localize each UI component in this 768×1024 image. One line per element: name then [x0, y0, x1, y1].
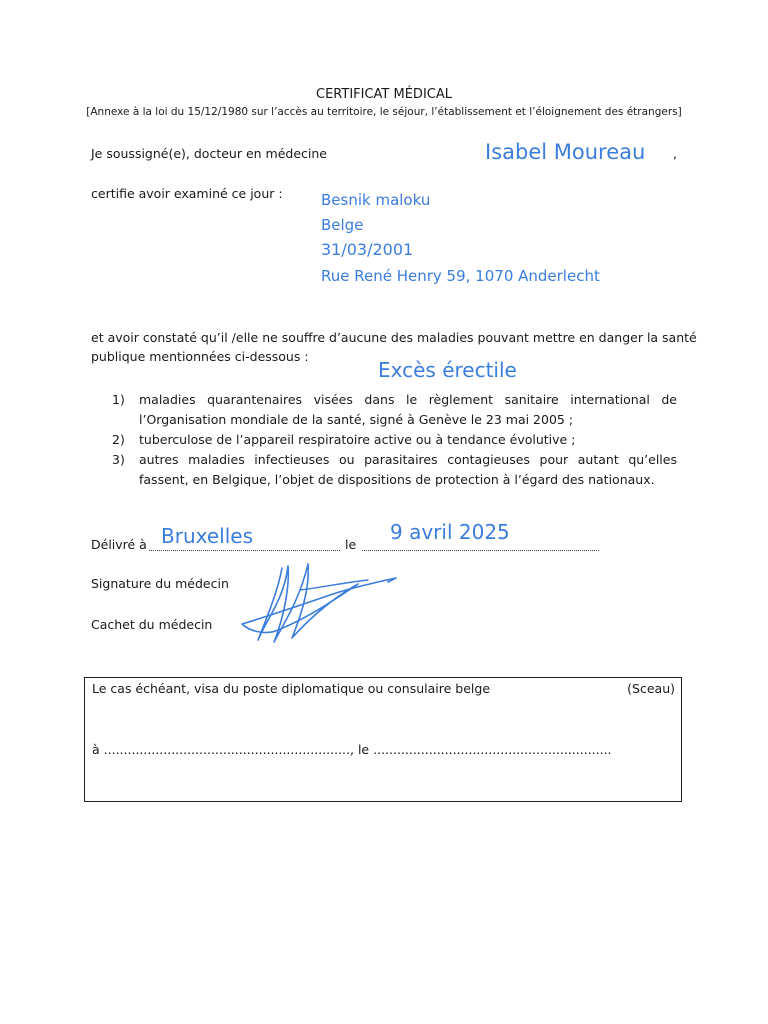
stamp-label: Cachet du médecin — [91, 617, 213, 632]
list-item — [112, 390, 677, 430]
visa-place-dots: .............................................................. — [103, 742, 351, 757]
statement-line-1: et avoir constaté qu’il /elle ne souffre d’aucune des maladies pouvant mettre en danger la santé — [91, 330, 697, 345]
delivery-date-handwritten: 9 avril 2025 — [390, 520, 510, 544]
list-item-text: maladies quarantenaires visées dans le règlement sanitaire international de l’Organisation mondiale de la santé, signé à Genève le 23 mai 2005 ; — [139, 392, 677, 427]
list-item-text: tuberculose de l’appareil respiratoire active ou à tendance évolutive ; — [139, 432, 576, 447]
doctor-name-handwritten: Isabel Moureau — [485, 140, 646, 164]
list-item-number: 2) — [112, 432, 125, 447]
list-item — [112, 450, 677, 490]
doctor-comma: , — [673, 146, 677, 161]
visa-place-label: à — [92, 742, 100, 757]
visa-label: Le cas échéant, visa du poste diplomatique ou consulaire belge — [92, 681, 491, 696]
patient-nationality-handwritten: Belge — [321, 216, 364, 234]
seal-label: (Sceau) — [627, 681, 675, 696]
consular-visa-box — [84, 677, 682, 802]
delivered-label: Délivré à — [91, 537, 147, 552]
delivery-place-handwritten: Bruxelles — [161, 524, 253, 548]
list-item-number: 1) — [112, 392, 125, 407]
disease-list — [112, 390, 677, 490]
visa-place-line — [92, 742, 612, 758]
patient-label: certifie avoir examiné ce jour : — [91, 186, 283, 201]
document-title: CERTIFICAT MÉDICAL — [316, 87, 452, 102]
list-item-number: 3) — [112, 452, 125, 467]
statement-line-2: publique mentionnées ci-dessous : — [91, 349, 309, 364]
patient-name-handwritten: Besnik maloku — [321, 191, 431, 209]
date-dotted-line — [362, 550, 599, 551]
signature-label: Signature du médecin — [91, 576, 229, 591]
list-item-text: autres maladies infectieuses ou parasitaires contagieuses pour autant qu’elles fassent, en Belgique, l’objet de dispositions de protection à l’égard des nationaux. — [139, 452, 677, 487]
doctor-label: Je soussigné(e), docteur en médecine — [91, 146, 327, 161]
visa-date-dots: ............................................................ — [373, 742, 612, 757]
date-label: le — [345, 537, 357, 552]
signature-scribble-icon — [238, 560, 403, 650]
list-item — [112, 430, 677, 450]
patient-birthdate-handwritten: 31/03/2001 — [321, 240, 414, 259]
place-dotted-line — [149, 550, 340, 551]
document-subtitle: [Annexe à la loi du 15/12/1980 sur l’accès au territoire, le séjour, l’établissement et l’éloignement des étrangers] — [86, 106, 682, 118]
patient-address-handwritten: Rue René Henry 59, 1070 Anderlecht — [321, 267, 600, 285]
visa-date-label: , le — [350, 742, 370, 757]
handwritten-note: Excès érectile — [378, 358, 517, 382]
